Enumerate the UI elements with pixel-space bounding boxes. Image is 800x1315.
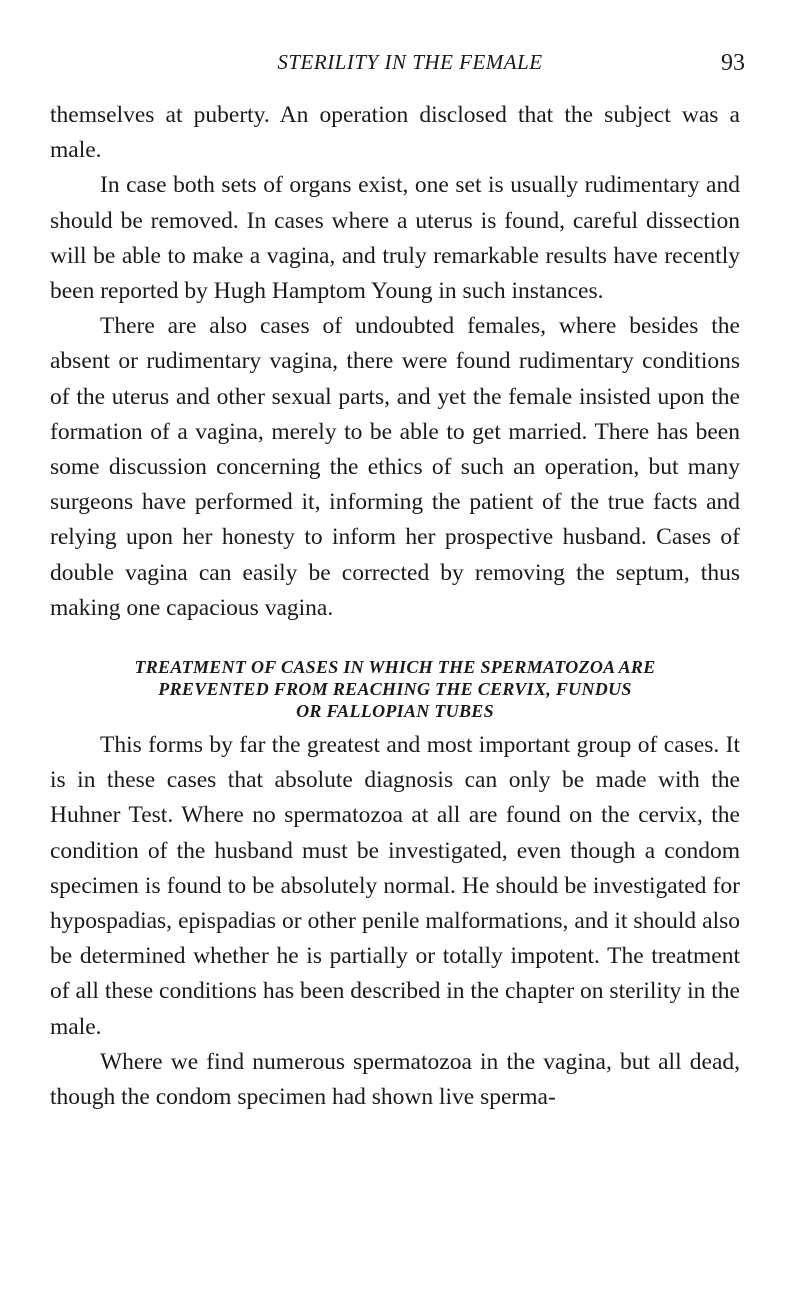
paragraph: This forms by far the greatest and most important group of cases. It is in these cases that absolute diagnosis can only be made with the Huhner Test. Where no spermatozoa at all are found on the cervix, the condition of the husband must be investigated, even though a condom specimen is found to be absolutely normal. He should be investigated for hypospadias, epispadias or other penile malformations, and it should also be determined whether he is partially or totally impotent. The treatment of all these conditions has been described in the chapter on sterility in the male. xyxy=(50,732,740,1040)
paragraph: themselves at puberty. An operation disclosed that the subject was a male. xyxy=(50,102,740,164)
section-heading-line: TREATMENT OF CASES IN WHICH THE SPERMATOZOA ARE xyxy=(134,657,656,678)
page-number: 93 xyxy=(721,50,745,76)
section-heading-line: PREVENTED FROM REACHING THE CERVIX, FUNDUS xyxy=(158,679,632,700)
body-text xyxy=(50,98,740,1115)
paragraph: There are also cases of undoubted females, where besides the absent or rudimentary vagina, there were found rudimentary conditions of the uterus and other sexual parts, and yet the female insisted upon the formation of a vagina, merely to be able to get married. There has been some discussion concerning the ethics of such an operation, but many surgeons have performed it, informing the patient of the true facts and relying upon her honesty to inform her prospective husband. Cases of double vagina can easily be corrected by removing the septum, thus making one capacious vagina. xyxy=(50,313,740,621)
paragraph: Where we find numerous spermatozoa in the vagina, but all dead, though the condom specimen had shown live sperma- xyxy=(50,1048,740,1111)
section-heading xyxy=(50,656,740,722)
running-head: STERILITY IN THE FEMALE xyxy=(277,50,543,74)
paragraph: In case both sets of organs exist, one set is usually rudimentary and should be removed. In cases where a uterus is found, careful dissection will be able to make a vagina, and truly remarkable results have recently been reported by Hugh Hamptom Young in such instances. xyxy=(50,172,740,305)
section-heading-line: OR FALLOPIAN TUBES xyxy=(296,701,494,722)
